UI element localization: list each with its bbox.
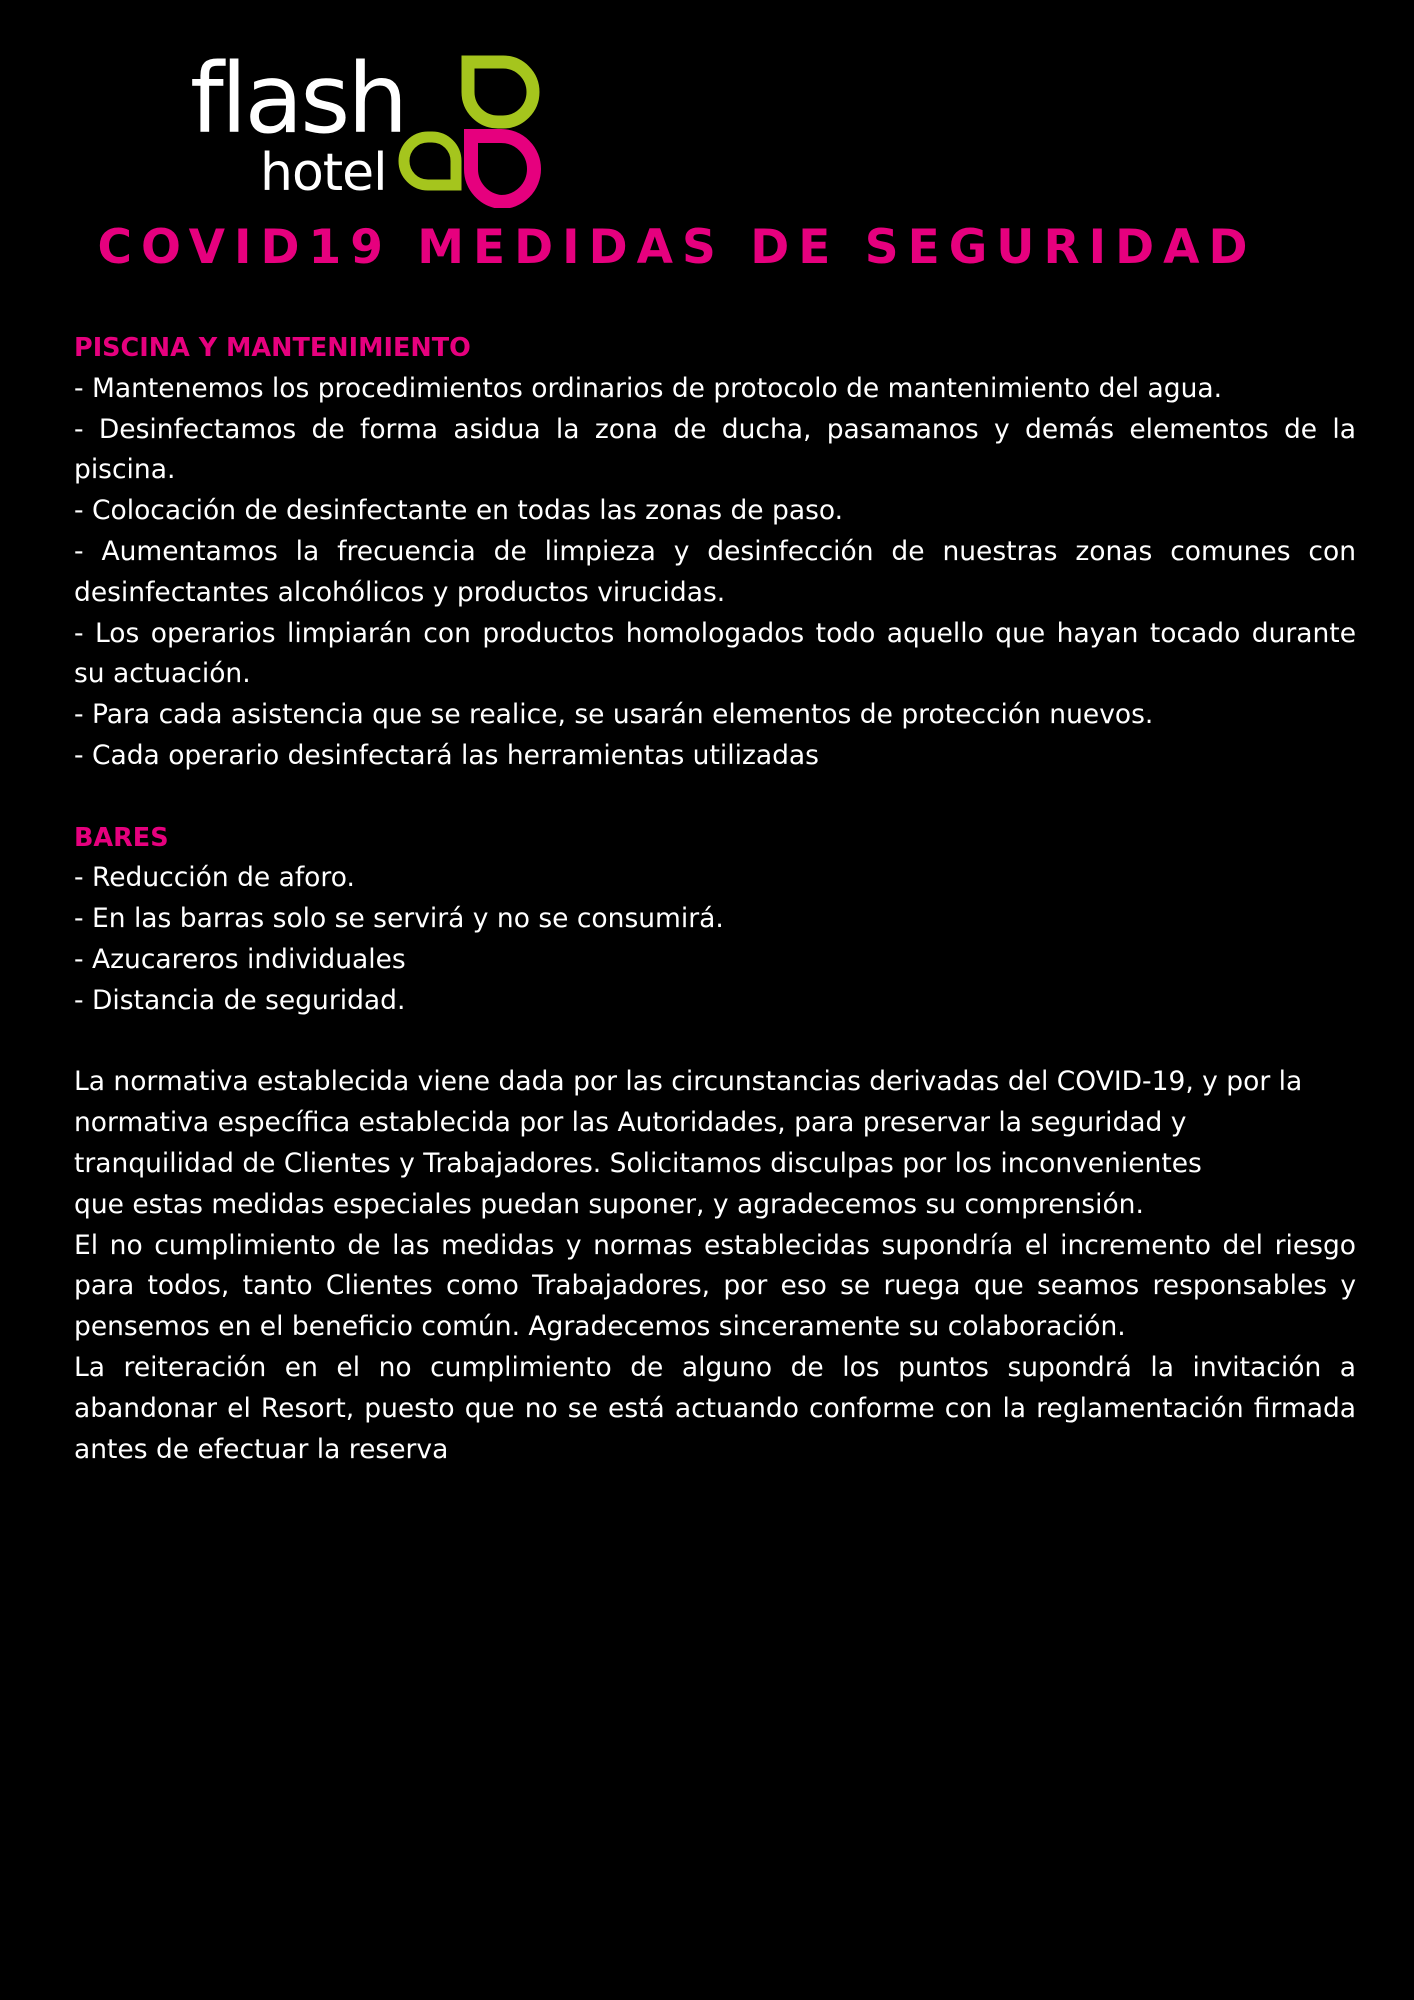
section-heading-bares: BARES	[74, 822, 169, 853]
list-item: - Para cada asistencia que se realice, se usarán elementos de protección nuevos.	[74, 699, 1154, 731]
document-body	[74, 328, 1356, 1470]
list-item: - Los operarios limpiarán con productos homologados todo aquello que hayan tocado durante su actuación.	[74, 617, 1356, 690]
closing-paragraph-reiteracion: La reiteración en el no cumplimiento de alguno de los puntos supondrá la invitación a abandonar el Resort, puesto que no se está actuando conforme con la reglamentación firmada antes de efectuar la reserva	[74, 1351, 1356, 1465]
closing-line: que estas medidas especiales puedan suponer, y agradecemos su comprensión.	[74, 1188, 1144, 1220]
list-item: - Mantenemos los procedimientos ordinarios de protocolo de mantenimiento del agua.	[74, 372, 1223, 404]
page-title: COVID19 MEDIDAS DE SEGURIDAD	[97, 220, 1257, 275]
list-item: - En las barras solo se servirá y no se consumirá.	[74, 903, 724, 935]
svg-text:flash: flash	[190, 43, 406, 155]
closing-paragraph-cumplimiento: El no cumplimiento de las medidas y normas establecidas supondría el incremento del riesgo para todos, tanto Clientes como Trabajadores, por eso se ruega que seamos responsables y pensemos en el beneficio común. Agradecemos sinceramente su colaboración.	[74, 1229, 1356, 1343]
section-heading-piscina: PISCINA Y MANTENIMIENTO	[74, 333, 471, 363]
list-item: - Cada operario desinfectará las herramientas utilizadas	[74, 739, 819, 771]
list-item: - Aumentamos la frecuencia de limpieza y desinfección de nuestras zonas comunes con desinfectantes alcohólicos y productos virucidas.	[74, 535, 1356, 608]
list-item: - Colocación de desinfectante en todas las zonas de paso.	[74, 495, 844, 527]
flash-hotel-logo	[190, 38, 560, 208]
closing-line: La normativa establecida viene dada por las circunstancias derivadas del COVID-19, y por la	[74, 1066, 1303, 1098]
list-item: - Distancia de seguridad.	[74, 984, 406, 1016]
list-item: - Desinfectamos de forma asidua la zona de ducha, pasamanos y demás elementos de la piscina.	[74, 413, 1356, 486]
section-spacer	[74, 777, 1356, 818]
svg-text:hotel: hotel	[260, 143, 387, 203]
closing-line: normativa específica establecida por las Autoridades, para preservar la seguridad y	[74, 1107, 1187, 1139]
list-item: - Reducción de aforo.	[74, 862, 355, 894]
closing-line: tranquilidad de Clientes y Trabajadores. Solicitamos disculpas por los inconvenientes	[74, 1147, 1202, 1179]
section-spacer	[74, 1022, 1356, 1063]
list-item: - Azucareros individuales	[74, 943, 406, 975]
